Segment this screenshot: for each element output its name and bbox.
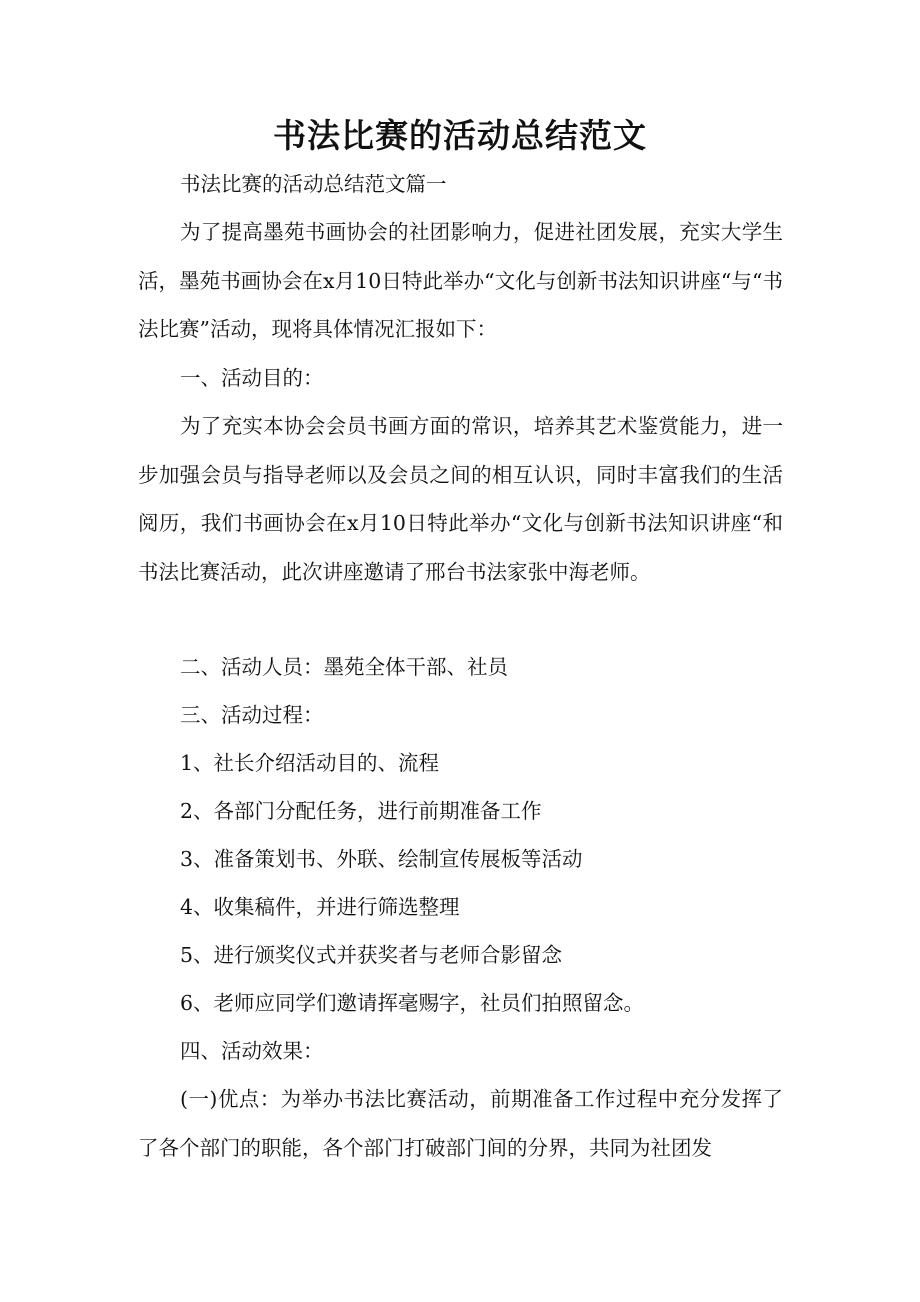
document-title: 书法比赛的活动总结范文 <box>273 116 647 155</box>
list-item: 4、收集稿件，并进行筛选整理 <box>180 895 460 919</box>
list-item: 5、进行颁奖仪式并获奖者与老师合影留念 <box>180 943 563 967</box>
list-item: 3、准备策划书、外联、绘制宣传展板等活动 <box>180 847 583 871</box>
section1-body: 为了充实本协会会员书画方面的常识，培养其艺术鉴赏能力，进一步加强会员与指导老师以及会员之间的相互认识，同时丰富我们的生活阅历，我们书画协会在x月10日特此举办“文化与创新书法知识讲座“和书法比赛活动，此次讲座邀请了邢台书法家张中海老师。 <box>138 414 783 584</box>
section4-heading: 四、活动效果： <box>180 1039 324 1063</box>
document-subtitle: 书法比赛的活动总结范文篇一 <box>180 172 447 196</box>
list-item: 6、老师应同学们邀请挥毫赐字，社员们拍照留念。 <box>180 991 645 1015</box>
list-item: 2、各部门分配任务，进行前期准备工作 <box>180 799 542 823</box>
list-item: 1、社长介绍活动目的、流程 <box>180 751 440 775</box>
intro-paragraph: 为了提高墨苑书画协会的社团影响力，促进社团发展，充实大学生活，墨苑书画协会在x月10日特此举办“文化与创新书法知识讲座“与“书法比赛”活动，现将具体情况汇报如下： <box>138 220 783 342</box>
section4-body: (一)优点：为举办书法比赛活动，前期准备工作过程中充分发挥了了各个部门的职能，各个部门打破部门间的分界，共同为社团发 <box>138 1087 783 1160</box>
section3-heading: 三、活动过程： <box>180 703 324 727</box>
section2-line: 二、活动人员：墨苑全体干部、社员 <box>180 655 508 679</box>
section1-heading: 一、活动目的： <box>180 366 324 390</box>
